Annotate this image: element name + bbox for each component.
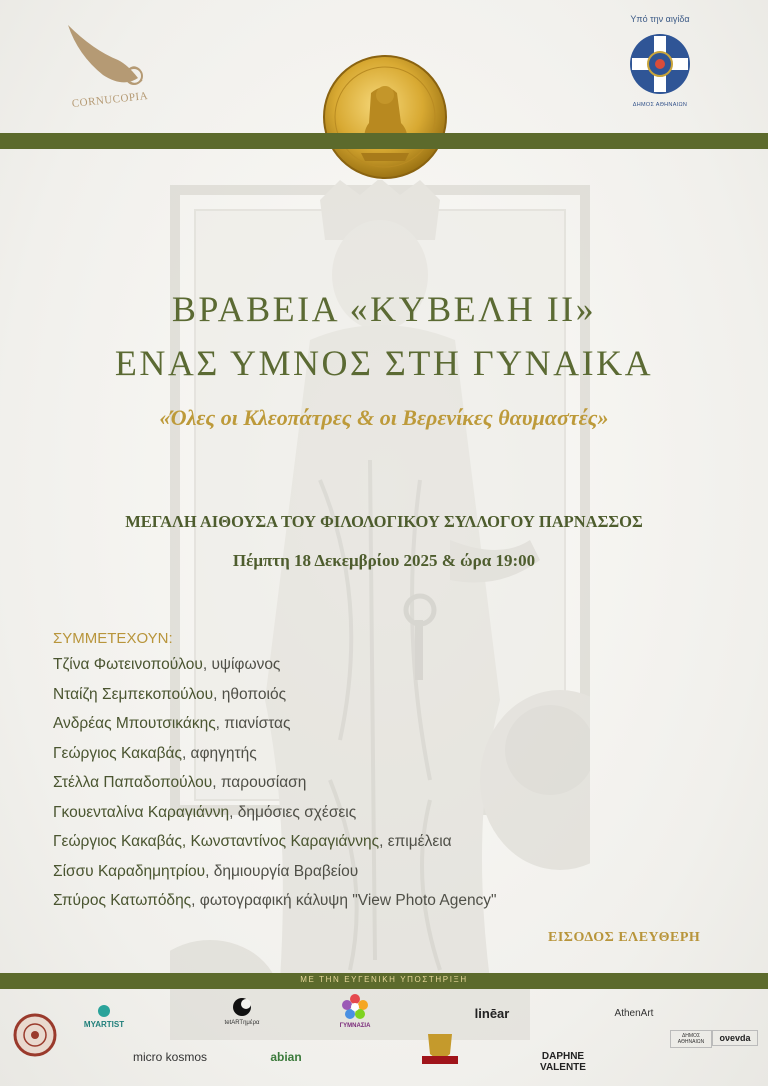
free-entry-notice: ΕΙΣΟΔΟΣ ΕΛΕΥΘΕΡΗ <box>548 930 701 945</box>
participant-role: , πιανίστας <box>215 715 291 732</box>
aegis-block <box>605 14 715 108</box>
participant-role: , αφηγητής <box>181 744 257 762</box>
title-line-2: ΕΝΑΣ ΥΜΝΟΣ ΣΤΗ ΓΥΝΑΙΚΑ <box>114 343 654 383</box>
participant-name: Τζίνα Φωτεινοπούλου <box>53 656 203 673</box>
participant-name: Γκουενταλίνα Καραγιάννη <box>53 803 230 821</box>
gymnasia-flower-icon <box>341 993 369 1021</box>
participant-role: , δημόσιες σχέσεις <box>229 803 357 821</box>
microkosmos-label: micro kosmos <box>132 1050 207 1064</box>
participant-item <box>53 774 497 804</box>
participant-item <box>53 892 497 922</box>
participant-name: Σίσσυ Καραδημητρίου <box>53 862 206 880</box>
tagline: «Όλες οι Κλεοπάτρες & οι Βερενίκες θαυμαστές» <box>159 405 609 430</box>
athenart-label: AthenArt <box>614 1008 654 1019</box>
abian-label: abian <box>270 1050 302 1064</box>
aegis-city: ΔΗΜΟΣ ΑΘΗΝΑΙΩΝ <box>632 102 688 108</box>
title-line-1: ΒΡΑΒΕΙΑ «ΚΥΒΕΛΗ ΙΙ» <box>171 289 597 329</box>
sponsor-microkosmos <box>130 1050 210 1064</box>
participant-item <box>53 745 497 775</box>
linear-label: linēar <box>474 1006 510 1021</box>
participant-item <box>53 804 497 834</box>
participant-item <box>53 863 497 893</box>
participant-role: , υψίφωνος <box>202 656 281 673</box>
dimos-label: ΔΗΜΟΣ ΑΘΗΝΑΙΩΝ <box>677 1033 705 1045</box>
participant-item <box>53 833 497 863</box>
sponsor-linear <box>462 1006 522 1021</box>
support-caption: ΜΕ ΤΗΝ ΕΥΓΕΝΙΚΗ ΥΠΟΣΤΗΡΙΞΗ <box>300 975 468 984</box>
participant-name: Στέλλα Παπαδοπούλου <box>53 774 213 791</box>
participant-role: , επιμέλεια <box>379 833 452 850</box>
sponsor-onevda <box>712 1030 758 1046</box>
participant-name: Γεώργιος Κακαβάς <box>53 744 182 762</box>
participant-role: , ηθοποιός <box>213 685 287 703</box>
myartist-icon <box>97 1004 111 1018</box>
participant-name: Γεώργιος Κακαβάς, Κωνσταντίνος Καραγιάννης <box>53 833 380 850</box>
sponsor-daphne <box>518 1051 608 1073</box>
participant-item <box>53 686 497 716</box>
aegis-caption: Υπό την αιγίδα <box>630 14 690 24</box>
tetart-label: tetARTημέρα <box>224 1020 260 1026</box>
crest-sponsor-icon <box>420 1030 460 1066</box>
event-datetime: Πέμπτη 18 Δεκεμβρίου 2025 & ώρα 19:00 <box>232 551 536 570</box>
tetart-icon <box>231 996 253 1018</box>
participants-heading: ΣΥΜΜΕΤΕΧΟΥΝ: <box>53 630 173 647</box>
participant-name: Νταίζη Σεμπεκοπούλου <box>53 685 214 703</box>
university-seal-icon <box>13 1013 57 1057</box>
participant-role: , δημιουργία Βραβείου <box>205 862 359 880</box>
sponsor-gymnasia <box>330 993 380 1029</box>
horn-icon <box>58 20 168 100</box>
daphne-label: DAPHNE VALENTE <box>540 1051 586 1073</box>
top-divider-band <box>0 133 768 149</box>
myartist-label: MYARTIST <box>83 1020 125 1029</box>
participant-name: Σπύρος Κατωπόδης <box>53 892 192 909</box>
brand-name: CORNUCOPIA <box>71 90 149 110</box>
onevda-label: ονevda <box>719 1033 751 1043</box>
participant-item <box>53 656 497 686</box>
sponsor-dimos <box>670 1030 712 1048</box>
sponsor-athenart <box>602 1008 666 1019</box>
participant-role: , παρουσίαση <box>212 774 307 791</box>
sponsor-abian <box>256 1050 316 1064</box>
cornucopia-logo <box>58 20 168 115</box>
gymnasia-label: ΓΥΜΝΑΣΙΑ <box>339 1023 371 1029</box>
participant-role: , φωτογραφική κάλυψη "View Photo Agency" <box>191 892 497 909</box>
gold-coin-image <box>321 53 449 181</box>
sponsor-myartist <box>74 1004 134 1029</box>
participants-list <box>53 656 497 922</box>
venue: ΜΕΓΑΛΗ ΑΙΘΟΥΣΑ ΤΟΥ ΦΙΛΟΛΟΓΙΚΟΥ ΣΥΛΛΟΓΟΥ ΠΑΡΝΑΣΣΟΣ <box>125 512 643 531</box>
participant-name: Ανδρέας Μπουτσικάκης <box>53 715 216 732</box>
sponsor-tetart <box>212 996 272 1026</box>
municipality-seal-icon <box>628 32 692 96</box>
participant-item <box>53 715 497 745</box>
